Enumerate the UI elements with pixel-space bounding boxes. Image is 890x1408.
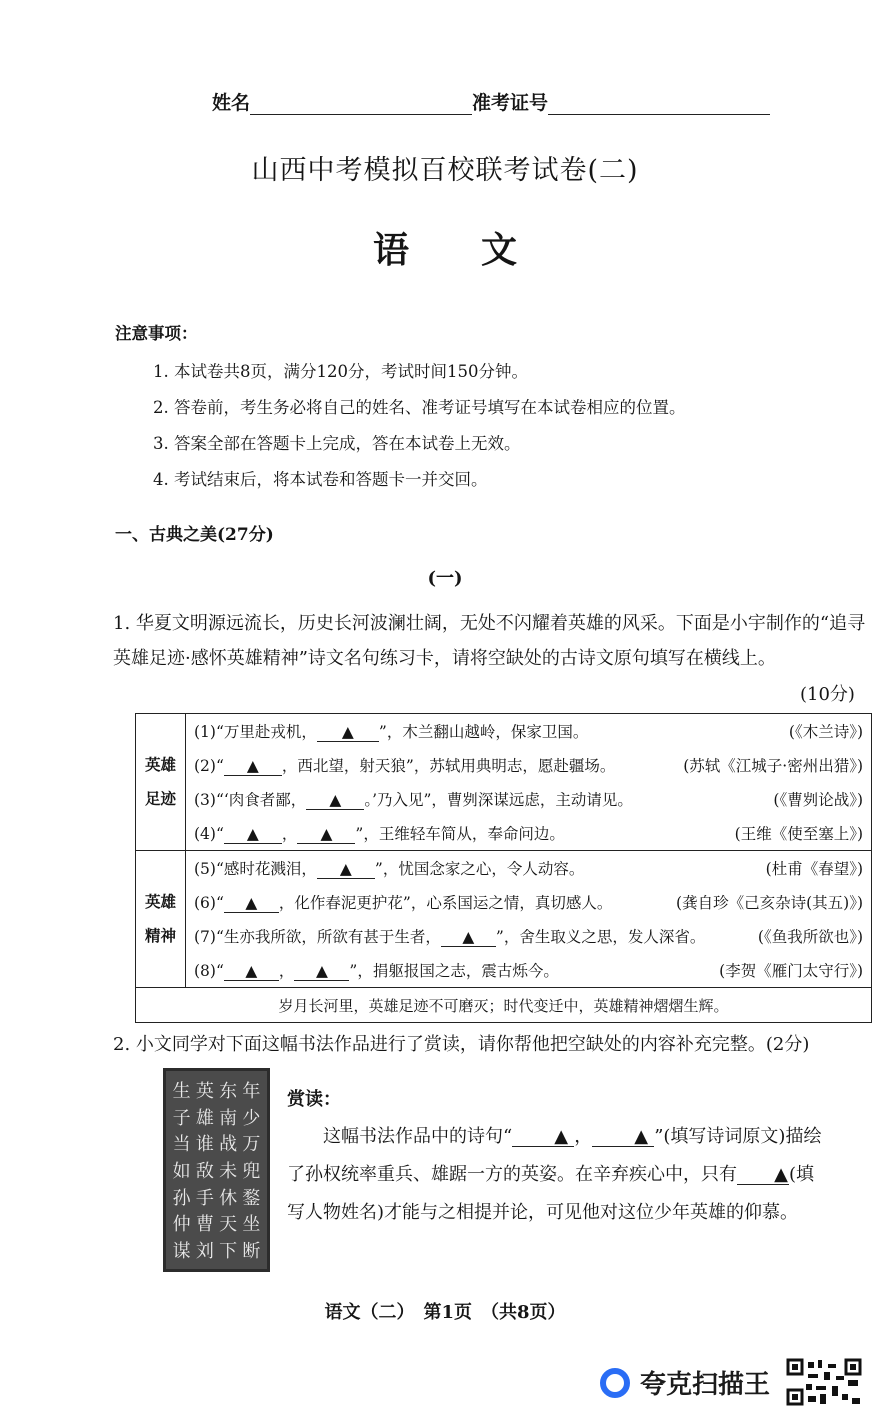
answer-blank[interactable]: ▲ [297,827,355,844]
note-item: 3. 答案全部在答题卡上完成，答在本试卷上无效。 [153,434,521,453]
answer-blank[interactable]: ▲ [737,1166,789,1185]
scanner-watermark [600,1364,770,1401]
answer-blank[interactable]: ▲ [317,725,379,742]
section-title: 一、古典之美(27分) [115,525,274,545]
category-cell: 英雄 足迹 [136,714,186,851]
table-row: (3)“‘肉食者鄙， ▲ 。’乃入见”，曹刿深谋远虑，主动请见。 (《曹刿论战》) [194,782,863,816]
appreciation-title: 赏读： [287,1089,341,1110]
category-items [186,714,872,851]
answer-blank[interactable]: ▲ [512,1128,574,1147]
table-row: (1)“万里赴戎机， ▲ ”，木兰翻山越岭，保家卫国。 (《木兰诗》) [194,714,863,748]
question-1-score: (10分) [800,684,855,705]
source-label: (龚自珍《己亥杂诗(其五)》) [676,894,863,912]
notes-title: 注意事项： [115,324,198,343]
answer-blank[interactable]: ▲ [294,964,349,981]
note-item: 2. 答卷前，考生务必将自己的姓名、准考证号填写在本试卷相应的位置。 [153,398,686,417]
calligraphy-column: 英 雄 谁 敌 手 曹 刘 [195,1081,214,1262]
appreciation-text: 这幅书法作品中的诗句“ ▲ ， ▲ ”(填写诗词原文)描绘了孙权统率重兵、雄踞一方的英姿。在辛弃疾心中，只有 ▲(填写人物姓名)才能与之相提并论，可见他对这位少年英雄的仰慕。 [287,1126,822,1223]
part-title: (一) [427,568,463,589]
note-item: 4. 考试结束后，将本试卷和答题卡一并交回。 [153,470,488,489]
category-cell: 英雄 精神 [136,851,186,988]
answer-blank[interactable]: ▲ [224,896,279,913]
source-label: (《木兰诗》) [788,723,863,741]
scanner-brand: 夸克扫描王 [640,1370,771,1400]
answer-blank[interactable]: ▲ [224,964,279,981]
scanner-logo-icon [600,1368,630,1398]
calligraphy-column: 东 南 战 未 休 天 下 [219,1081,238,1262]
category-items [186,851,872,988]
source-label: (李贺《雁门太守行》) [719,962,863,980]
name-label: 姓名 [212,92,251,114]
source-label: (《曹刿论战》) [773,791,863,809]
candidate-info [212,88,770,115]
table-row: (7)“生亦我所欲，所欲有甚于生者， ▲ ”，舍生取义之思，发人深省。 (《鱼我所欲也》) [194,919,863,953]
subject-title: 语 文 [372,229,517,271]
qr-code-icon [786,1358,862,1406]
source-label: (杜甫《春望》) [765,860,863,878]
calligraphy-column: 年 少 万 兜 鍪 坐 断 [242,1081,261,1262]
answer-blank[interactable]: ▲ [317,862,375,879]
calligraphy-image [163,1068,270,1272]
source-label: (王维《使至塞上》) [734,825,863,843]
answer-blank[interactable]: ▲ [306,793,364,810]
page-footer: 语文（二） 第1页 （共8页） [324,1302,566,1323]
answer-blank[interactable]: ▲ [441,930,496,947]
id-field[interactable] [548,114,770,115]
source-label: (《鱼我所欲也》) [757,928,863,946]
name-field[interactable] [250,114,472,115]
notes-list [153,354,686,498]
source-label: (苏轼《江城子·密州出猎》) [683,757,863,775]
table-row: (8)“ ▲ ， ▲ ”，捐躯报国之志，震古烁今。 (李贺《雁门太守行》) [194,953,863,987]
exam-title: 山西中考模拟百校联考试卷(二) [251,155,639,186]
question-2-stem: 2. 小文同学对下面这幅书法作品进行了赏读，请你帮他把空缺处的内容补充完整。(2分) [113,1034,810,1055]
answer-blank[interactable]: ▲ [224,759,282,776]
poetry-table [135,713,872,1023]
question-1-stem: 1. 华夏文明源远流长，历史长河波澜壮阔，无处不闪耀着英雄的风采。下面是小宇制作的“追寻英雄足迹·感怀英雄精神”诗文名句练习卡，请将空缺处的古诗文原句填写在横线上。 [113,613,866,669]
calligraphy-column: 生 子 当 如 孙 仲 谋 [172,1081,191,1262]
answer-blank[interactable]: ▲ [592,1128,654,1147]
table-row: (2)“ ▲ ，西北望，射天狼”，苏轼用典明志，愿赴疆场。 (苏轼《江城子·密州出猎》) [194,748,863,782]
id-label: 准考证号 [472,92,549,114]
table-footer: 岁月长河里，英雄足迹不可磨灭；时代变迁中，英雄精神熠熠生辉。 [136,988,872,1023]
answer-blank[interactable]: ▲ [224,827,282,844]
note-item: 1. 本试卷共8页，满分120分，考试时间150分钟。 [153,362,528,381]
table-row: (4)“ ▲ ， ▲ ”，王维轻车简从，奉命问边。 (王维《使至塞上》) [194,816,863,850]
table-row: (5)“感时花溅泪， ▲ ”，忧国念家之心，令人动容。 (杜甫《春望》) [194,851,863,885]
table-row: (6)“ ▲ ，化作春泥更护花”，心系国运之情，真切感人。 (龚自珍《己亥杂诗(其五)》) [194,885,863,919]
